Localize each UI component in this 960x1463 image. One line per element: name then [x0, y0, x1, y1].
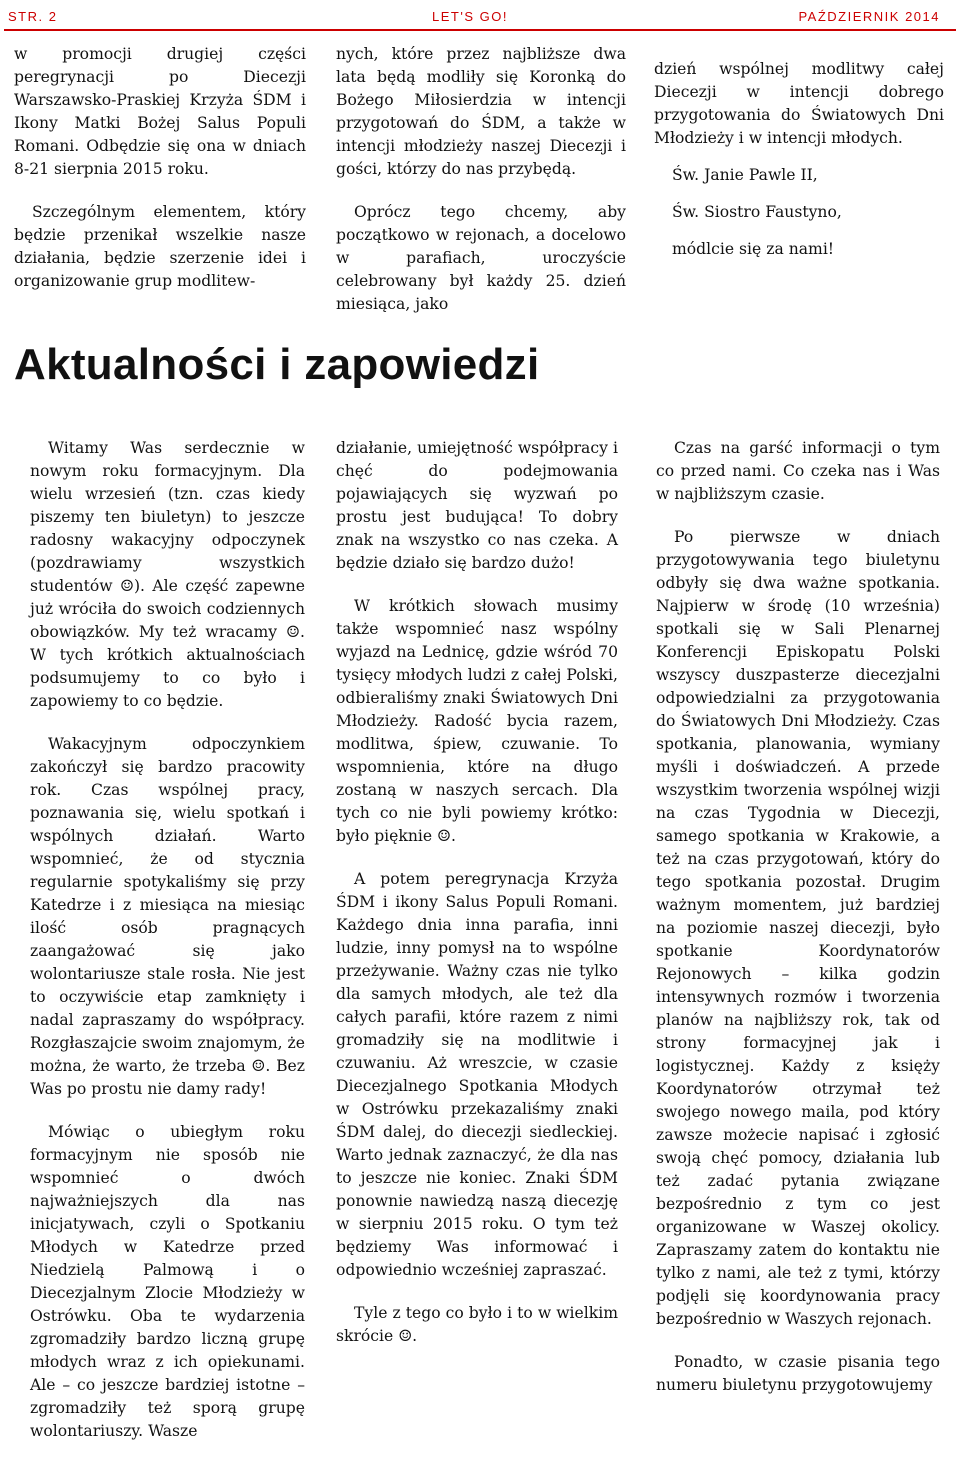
prayer-line: Św. Janie Pawle II, — [672, 166, 818, 184]
top-column-3 — [654, 58, 944, 275]
paragraph: Mówiąc o ubiegłym roku formacyjnym nie sposób nie wspomnieć o dwóch najważniejszych dla nas inicjatywach, czyli o Spotkaniu Młodych w Katedrze przed Niedzielą Palmową i o Diecezjalnym Zlocie Młodzieży w Ostrówku. Oba te wydarzenia zgromadziły bardzo liczną grupę młodych wraz z ich opiekunami. Ale – co jeszcze bardziej istotne – zgromadziły też sporą grupę wolontariuszy. Wasze — [30, 1123, 305, 1440]
top-column-1 — [14, 43, 306, 313]
paragraph: dzień wspólnej modlitwy całej Diecezji w intencji dobrego przygotowania do Światowych Dni Młodzieży i w intencji młodych. — [654, 60, 944, 147]
paragraph: nych, które przez najbliższe dwa lata będą modliły się Koronką do Bożego Miłosierdzia w intencji przygotowań do ŚDM, a także w intencji młodzieży naszej Diecezji i gości, którzy do nas przybędą. — [336, 45, 626, 178]
prayer-line: módlcie się za nami! — [672, 240, 835, 258]
page-header — [0, 0, 960, 30]
paragraph: Oprócz tego chcemy, aby początkowo w rejonach, a docelowo w parafiach, uroczyście celebrowany był każdy 25. dzień miesiąca, jako — [336, 203, 626, 313]
paragraph: Szczególnym elementem, który będzie przenikał wszelkie nasze działania, będzie szerzenie idei i organizowanie grup modlitew- — [14, 203, 306, 290]
paragraph: Tyle z tego co było i to w wielkim skrócie ☺. — [336, 1304, 618, 1345]
section-title: Aktualności i zapowiedzi — [14, 340, 540, 389]
main-column-1 — [30, 437, 305, 1463]
paragraph: Czas na garść informacji o tym co przed nami. Co czeka nas i Was w najbliższym czasie. — [656, 439, 940, 503]
prayer-line: Św. Siostro Faustyno, — [672, 203, 842, 221]
paragraph: Wakacyjnym odpoczynkiem zakończył się bardzo pracowity rok. Czas wspólnej pracy, poznawania się, wielu spotkań i wspólnych działań. Warto wspomnieć, że od stycznia regularnie spotykaliśmy się przy Katedrze i z miesiąca na miesiąc ilość osób pragnących zaangażować się jako wolontariusze stale rosła. Nie jest to oczywiście etap zamknięty i nadal zapraszamy do współpracy. Rozgłaszajcie swoim znajomym, że można, że warto, że trzeba ☺. Bez Was po prostu nie damy rady! — [30, 735, 305, 1098]
top-column-2 — [336, 43, 626, 336]
header-rule — [4, 29, 956, 31]
issue-date: PAŹDZIERNIK 2014 — [798, 9, 940, 24]
paragraph: w promocji drugiej części peregrynacji po Diecezji Warszawsko-Praskiej Krzyża ŚDM i Ikony Matki Bożej Salus Populi Romani. Odbędzie się ona w dniach 8-21 sierpnia 2015 roku. — [14, 45, 306, 178]
main-column-3 — [656, 437, 940, 1417]
paragraph: Po pierwsze w dniach przygotowywania tego biuletynu odbyły się dwa ważne spotkania. Najpierw w środę (10 września) spotkali się w Sali Plenarnej Konferencji Episkopatu Polski wszyscy duszpasterze diecezjalni odpowiedzialni za przygotowania do Światowych Dni Młodzieży. Czas spotkania, planowania, wymiany myśli i doświadczeń. A przede wszystkim tworzenia wspólnej wizji na czas Tygodnia w Diecezji, samego spotkania w Krakowie, a też na czas przygotowań, który do tego spotkania pozostał. Drugim ważnym momentem, już bardziej na poziomie naszej diecezji, było spotkanie Koordynatorów Rejonowych – kilka godzin intensywnych rozmów i tworzenia planów na najbliższy rok, tak od strony formacyjnej jak i logistycznej. Każdy z księży Koordynatorów otrzymał też swojego nowego maila, pod który zawsze możecie napisać i zgłosić swoją chęć pomocy, działania lub też zadać pytania związane bezpośrednio z tym co jest organizowane w Waszej okolicy. Zapraszamy zatem do kontaktu nie tylko z nami, ale też z tymi, którzy podjęli się koordynowania pracy bezpośrednio w Waszych rejonach. — [656, 528, 940, 1328]
paragraph: A potem peregrynacja Krzyża ŚDM i ikony Salus Populi Romani. Każdego dnia inna parafia, inni ludzie, inny pomysł na to wspólne przeżywanie. Ważny czas nie tylko dla samych młodych, ale też dla całych parafii, które razem z nimi gromadziły się na modlitwie i czuwaniu. Aż wreszcie, w czasie Diecezjalnego Spotkania Młodych w Ostrówku przekazaliśmy znaki ŚDM dalej, do diecezji siedleckiej. Warto jednak zaznaczyć, że dla nas to jeszcze nie koniec. Znaki ŚDM ponownie nawiedzą naszą diecezję w sierpniu 2015 roku. O tym też będziemy Was informować i odpowiednio wcześniej zapraszać. — [336, 870, 618, 1279]
paragraph: Ponadto, w czasie pisania tego numeru biuletynu przygotowujemy — [656, 1353, 940, 1394]
paragraph: działanie, umiejętność współpracy i chęć do podejmowania pojawiających się wyzwań po prostu jest budująca! To dobry znak na wszystko co nas czeka. A będzie działo się bardzo dużo! — [336, 439, 618, 572]
newsletter-name: LET'S GO! — [432, 9, 508, 24]
paragraph: W krótkich słowach musimy także wspomnieć nasz wspólny wyjazd na Lednicę, gdzie wśród 70 tysięcy młodych ludzi z całej Polski, odbieraliśmy znaki Światowych Dni Młodzieży. Radość bycia razem, modlitwa, śpiew, czuwanie. To wspomnienia, które na długo zostaną w naszych sercach. Dla tych co nie byli powiemy krótko: było pięknie ☺. — [336, 597, 618, 845]
main-column-2 — [336, 437, 618, 1368]
paragraph: Witamy Was serdecznie w nowym roku formacyjnym. Dla wielu wrzesień (tzn. czas kiedy piszemy ten biuletyn) to jeszcze radosny wakacyjny odpoczynek (pozdrawiamy wszystkich studentów ☺). Ale część zapewne już wróciła do swoich codziennych obowiązków. My też wracamy ☺. W tych krótkich aktualnościach podsumujemy to co było i zapowiemy to co będzie. — [30, 439, 305, 710]
page-number: STR. 2 — [8, 9, 58, 24]
